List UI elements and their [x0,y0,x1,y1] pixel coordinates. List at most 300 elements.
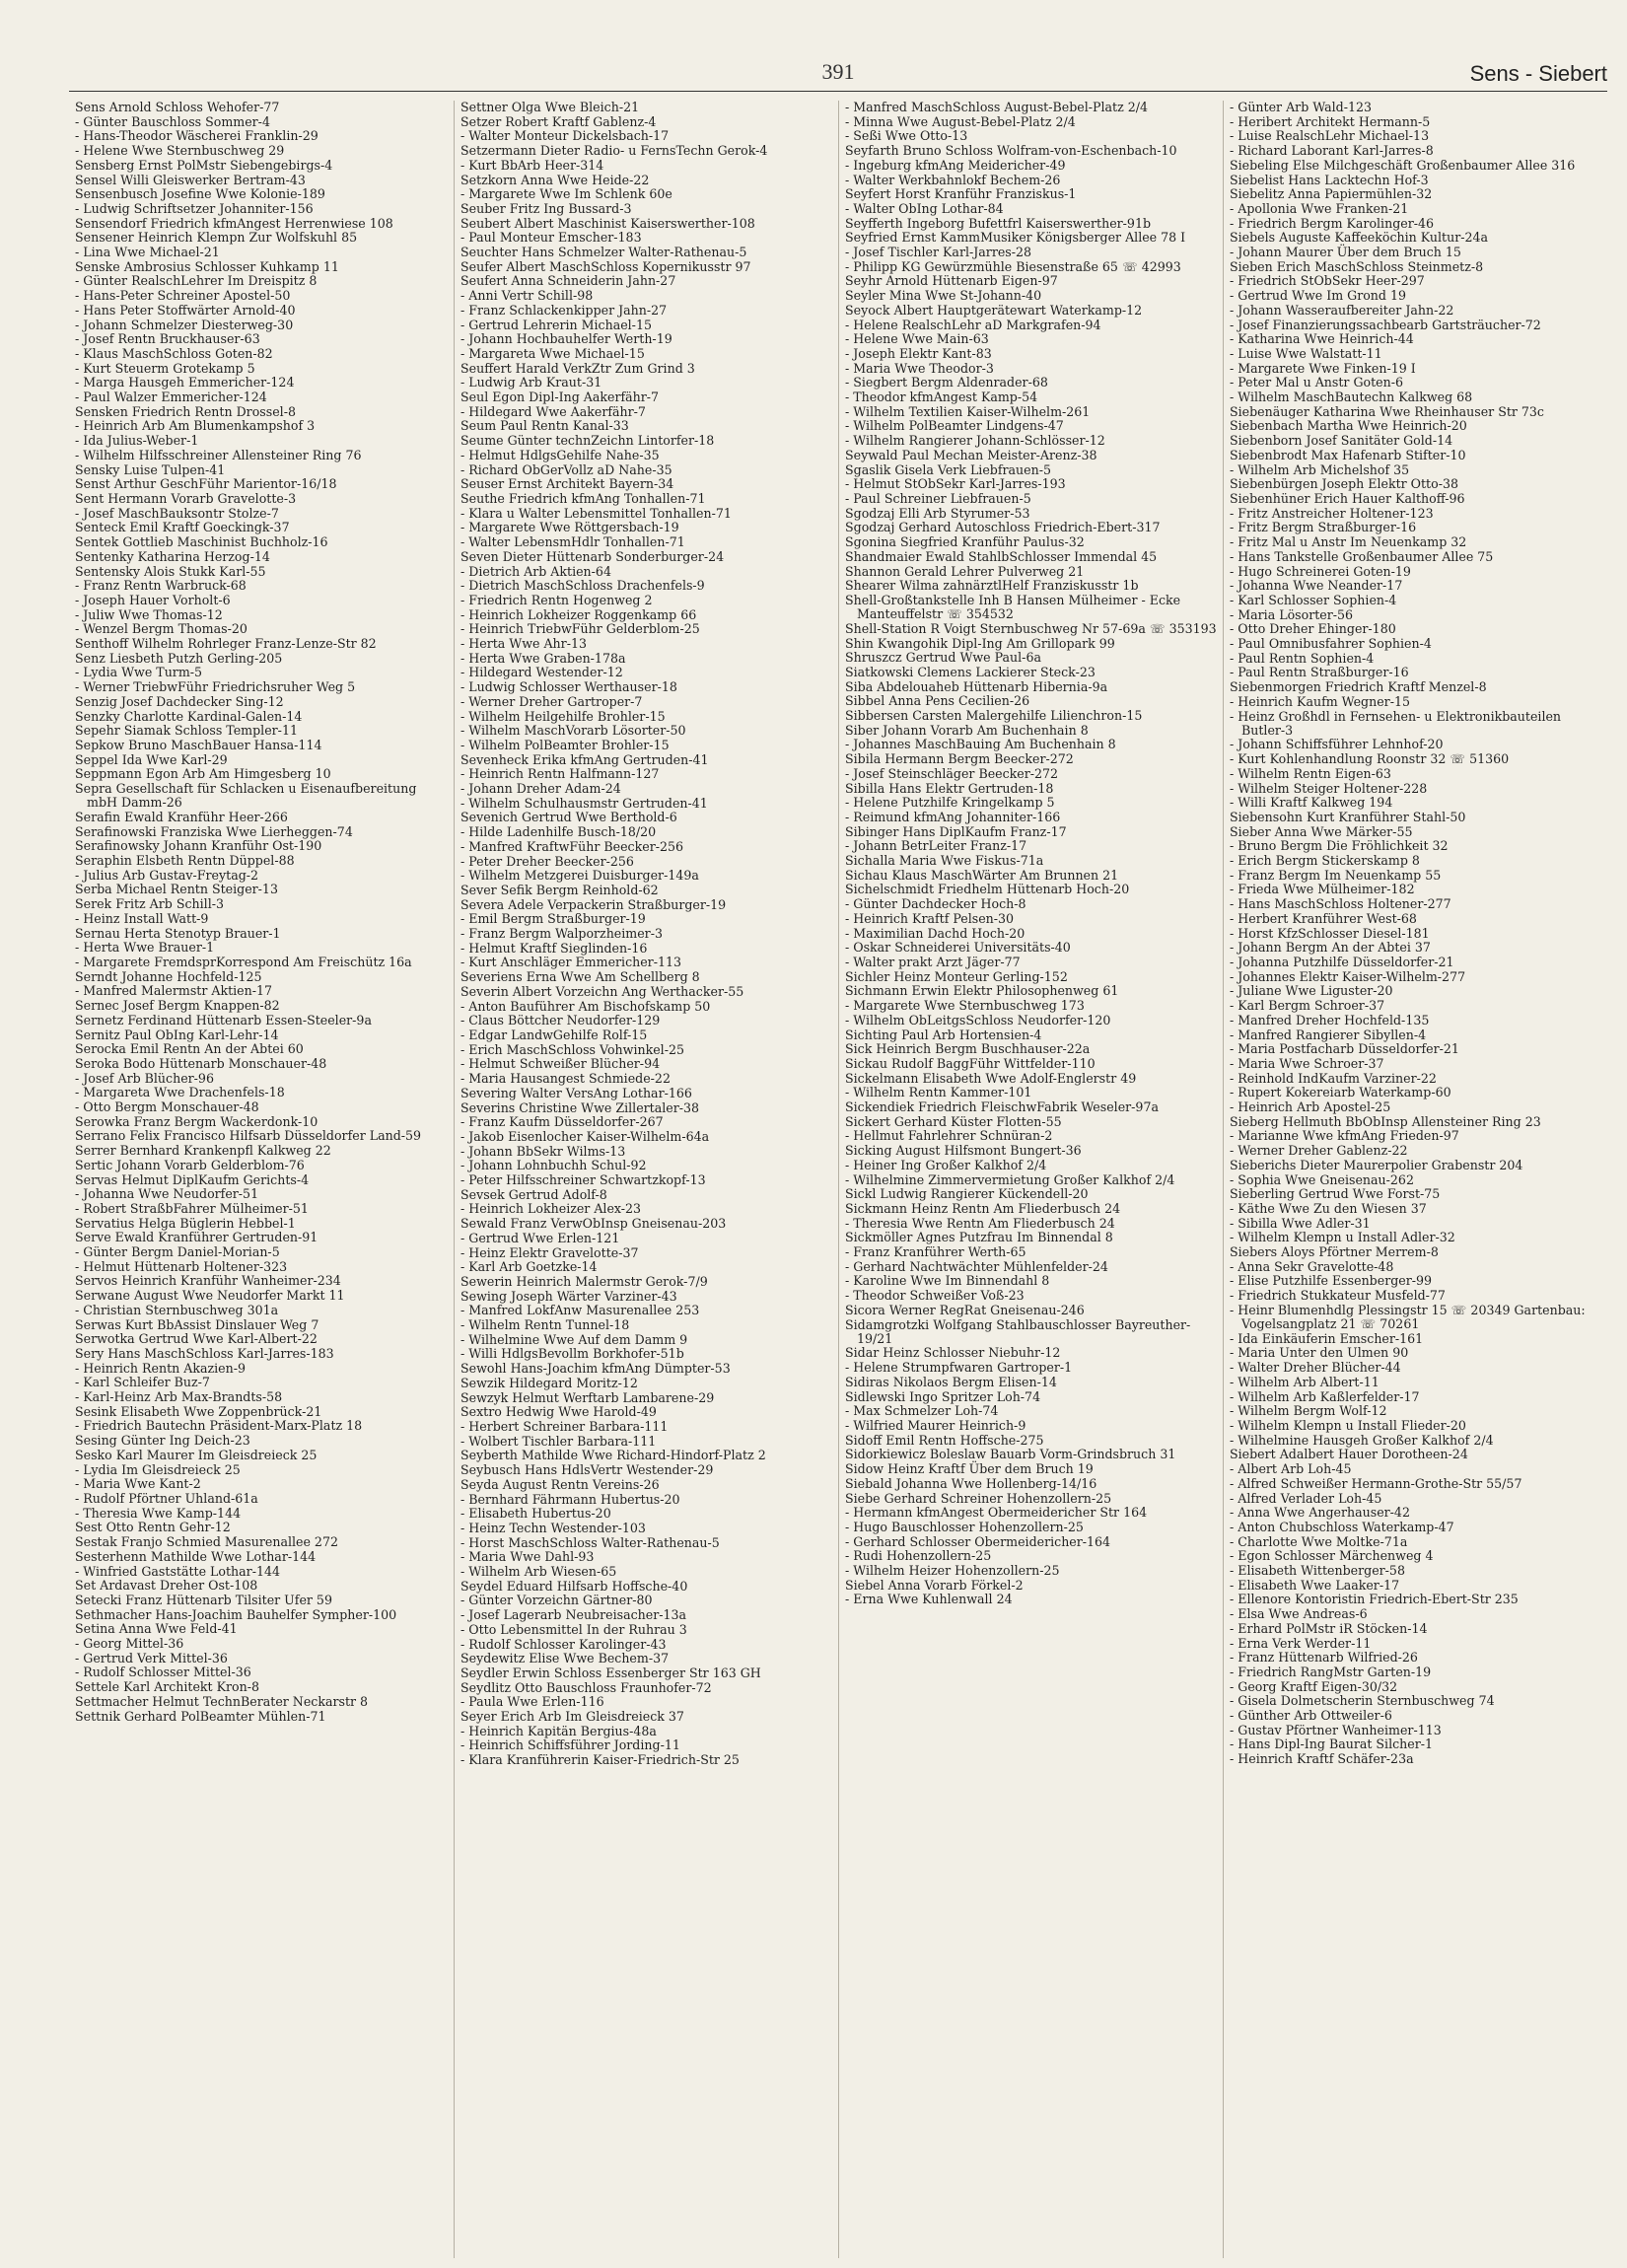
directory-entry: - Kurt Anschläger Emmericher-113 [460,955,682,970]
directory-entry: - Jakob Eisenlocher Kaiser-Wilhelm-64a [460,1128,710,1144]
directory-entry: - Karl Schleifer Buz-7 [75,1375,210,1390]
directory-entry: Seyda August Rentn Vereins-26 [460,1476,660,1492]
directory-entry: - Gerhard Nachtwächter Mühlenfelder-24 [845,1258,1108,1274]
directory-entry: - Wilhelm Klempn u Install Adler-32 [1230,1230,1455,1245]
directory-entry: - Johanna Putzhilfe Düsseldorfer-21 [1230,954,1454,969]
directory-entry: - Peter Mal u Anstr Goten-6 [1230,375,1403,390]
directory-entry: - Heinrich TriebwFühr Gelderblom-25 [460,621,700,637]
directory-entry: - Herta Wwe Brauer-1 [75,940,215,956]
directory-entry: - Sibilla Wwe Adler-31 [1230,1215,1371,1231]
directory-entry: Siebe Gerhard Schreiner Hohenzollern-25 [845,1490,1112,1506]
directory-entry: Sery Hans MaschSchloss Karl-Jarres-183 [75,1345,334,1361]
directory-entry: - Helene Strumpfwaren Gartroper-1 [845,1360,1073,1376]
directory-entry: - Apollonia Wwe Franken-21 [1230,200,1409,216]
directory-entry: - Albert Arb Loh-45 [1230,1461,1352,1477]
directory-entry: - Paul Omnibusfahrer Sophien-4 [1230,636,1432,652]
directory-entry: Severiens Erna Wwe Am Schellberg 8 [460,969,700,985]
directory-entry: Seuber Fritz Ing Bussard-3 [460,200,632,216]
directory-entry: Sewohl Hans-Joachim kfmAng Dümpter-53 [460,1361,731,1377]
directory-entry: Sickau Rudolf BaggFühr Wittfelder-110 [845,1055,1096,1071]
directory-entry: Seyfarth Bruno Schloss Wolfram-von-Eschenbach-10 [845,143,1177,159]
directory-entry: - Manfred Rangierer Sibyllen-4 [1230,1027,1427,1042]
directory-entry: - Willi HdlgsBevollm Borkhofer-51b [460,1346,684,1362]
directory-entry: - Emil Bergm Straßburger-19 [460,911,646,927]
directory-entry: Sidiras Nikolaos Bergm Elisen-14 [845,1374,1057,1389]
directory-entry: Sgaslik Gisela Verk Liebfrauen-5 [845,461,1051,477]
directory-entry: Serndt Johanne Hochfeld-125 [75,968,262,984]
directory-entry: - Heinr Blumenhdlg Plessingstr 15 ☏ 20349 Gartenbau: Vogelsangplatz 21 ☏ 70261 [1230,1302,1586,1332]
directory-entry: - Marga Hausgeh Emmericher-124 [75,375,295,390]
directory-entry: - Josef Steinschläger Beecker-272 [845,765,1059,781]
directory-entry: Seraphin Elsbeth Rentn Düppel-88 [75,853,295,869]
directory-entry: Siebald Johanna Wwe Hollenberg-14/16 [845,1475,1097,1491]
directory-entry: - Paul Walzer Emmericher-124 [75,390,267,405]
directory-entry: - Wolbert Tischler Barbara-111 [460,1433,657,1449]
directory-entry: - Friedrich RangMstr Garten-19 [1230,1664,1432,1679]
directory-entry: - Hans-Peter Schreiner Apostel-50 [75,288,291,304]
directory-entry: - Margareta Wwe Drachenfels-18 [75,1085,285,1100]
directory-entry: - Franz Rentn Warbruck-68 [75,578,247,594]
directory-entry: Severing Walter VersAng Lothar-166 [460,1085,692,1100]
directory-entry: - Werner TriebwFühr Friedrichsruher Weg 5 [75,679,356,695]
directory-entry: - Bruno Bergm Die Fröhlichkeit 32 [1230,838,1449,854]
directory-entry: Sewald Franz VerwObInsp Gneisenau-203 [460,1216,727,1232]
directory-entry: Seum Paul Rentn Kanal-33 [460,418,629,434]
directory-entry: - Walter Werkbahnlokf Bechem-26 [845,172,1061,187]
directory-entry: - Helmut Hüttenarb Holtener-323 [75,1258,288,1274]
directory-entry: Sepkow Bruno MaschBauer Hansa-114 [75,737,322,752]
directory-entry: - Franz Hüttenarb Wilfried-26 [1230,1650,1418,1666]
directory-entry: Seyfert Horst Kranführ Franziskus-1 [845,186,1077,202]
directory-entry: Setzermann Dieter Radio- u FernsTechn Gerok-4 [460,143,768,159]
directory-entry: - Manfred Dreher Hochfeld-135 [1230,1012,1430,1028]
directory-entry: - Christian Sternbuschweg 301a [75,1302,279,1317]
directory-entry: - Erhard PolMstr iR Stöcken-14 [1230,1620,1428,1636]
directory-entry: Severins Christine Wwe Zillertaler-38 [460,1099,700,1115]
directory-entry: - Lydia Im Gleisdreieck 25 [75,1461,241,1477]
directory-entry: Shell-Station R Voigt Sternbuschweg Nr 57-69a ☏ 353193 [845,620,1217,636]
directory-entry: Sernitz Paul ObIng Karl-Lehr-14 [75,1027,279,1042]
directory-entry: - Günter Bergm Daniel-Morian-5 [75,1244,280,1260]
directory-entry: - Hugo Schreinerei Goten-19 [1230,563,1411,579]
directory-entry: - Minna Wwe August-Bebel-Platz 2/4 [845,113,1076,129]
directory-entry: - Heinz Elektr Gravelotte-37 [460,1244,639,1260]
directory-entry: Settner Olga Wwe Bleich-21 [460,101,640,114]
directory-entry: - Gertrud Wwe Im Grond 19 [1230,288,1407,304]
directory-entry: Sibila Hermann Bergm Beecker-272 [845,751,1074,767]
directory-entry: Sens Arnold Schloss Wehofer-77 [75,101,280,114]
directory-entry: Siber Johann Vorarb Am Buchenhain 8 [845,722,1089,738]
directory-entry: Sensel Willi Gleiswerker Bertram-43 [75,172,306,187]
directory-entry: - Werner Dreher Gartroper-7 [460,693,643,709]
directory-entry: Sevenich Gertrud Wwe Berthold-6 [460,810,677,825]
directory-entry: - Johann Schmelzer Diesterweg-30 [75,317,294,332]
directory-entry: Seywald Paul Mechan Meister-Arenz-38 [845,447,1097,462]
directory-entry: - Wilhelm Hilfsschreiner Allensteiner Ring 76 [75,447,362,462]
directory-entry: - Reinhold IndKaufm Varziner-22 [1230,1070,1437,1086]
directory-entry: - Wilhelmine Zimmervermietung Großer Kalkhof 2/4 [845,1171,1175,1187]
directory-entry: - Johanna Wwe Neander-17 [1230,578,1403,594]
directory-entry: - Fritz Bergm Straßburger-16 [1230,520,1417,535]
directory-entry: Sewerin Heinrich Malermstr Gerok-7/9 [460,1273,708,1289]
directory-entry: Sickmöller Agnes Putzfrau Im Binnendal 8 [845,1230,1113,1245]
directory-entry: Set Ardavast Dreher Ost-108 [75,1578,258,1594]
directory-entry: - Johannes MaschBauing Am Buchenhain 8 [845,737,1116,752]
directory-entry: - Robert StraßbFahrer Mülheimer-51 [75,1200,309,1216]
directory-entry: - Erich MaschSchloss Vohwinkel-25 [460,1041,684,1057]
directory-entry: - Margarete Wwe Im Schlenk 60e [460,186,672,202]
directory-entry: Shin Kwangohik Dipl-Ing Am Grillopark 99 [845,635,1115,651]
directory-entry: - Heinz Techn Westender-103 [460,1520,646,1535]
directory-entry: Sidar Heinz Schlosser Niebuhr-12 [845,1345,1061,1361]
directory-entry: - Helmut HdlgsGehilfe Nahe-35 [460,447,660,462]
directory-entry: - Dietrich Arb Aktien-64 [460,563,611,579]
directory-entry: - Richard Laborant Karl-Jarres-8 [1230,143,1434,159]
directory-entry: - Margarete Wwe Röttgersbach-19 [460,520,679,535]
directory-entry: - Wilhelm PolBeamter Brohler-15 [460,737,670,752]
directory-entry: - Walter prakt Arzt Jäger-77 [845,954,1021,969]
directory-entry: Sichler Heinz Monteur Gerling-152 [845,968,1068,984]
directory-entry: Shandmaier Ewald StahlbSchlosser Immendal 45 [845,548,1158,564]
directory-entry: - Hellmut Fahrlehrer Schnüran-2 [845,1128,1053,1144]
directory-entry: - Johann Dreher Adam-24 [460,781,621,797]
directory-entry: Sickmann Heinz Rentn Am Fliederbusch 24 [845,1200,1121,1216]
directory-entry: - Maria Lösorter-56 [1230,606,1354,622]
directory-entry: - Kurt Kohlenhandlung Roonstr 32 ☏ 51360 [1230,751,1510,767]
directory-entry: - Klara u Walter Lebensmittel Tonhallen-71 [460,505,732,521]
directory-entry: - Heinrich Kapitän Bergius-48a [460,1723,657,1738]
directory-entry: - Richard ObGerVollz aD Nahe-35 [460,461,672,477]
directory-entry: - Werner Dreher Gablenz-22 [1230,1143,1408,1159]
directory-entry: - Claus Böttcher Neudorfer-129 [460,1013,661,1028]
directory-entry: Seuchter Hans Schmelzer Walter-Rathenau-5 [460,245,747,260]
directory-entry: Siebenbürgen Joseph Elektr Otto-38 [1230,476,1458,492]
directory-entry: - Günther Arb Ottweiler-6 [1230,1708,1392,1724]
directory-entry: - Käthe Wwe Zu den Wiesen 37 [1230,1200,1427,1216]
directory-entry: - Wilhelm Bergm Wolf-12 [1230,1403,1387,1419]
directory-entry: - Gertrud Lehrerin Michael-15 [460,317,652,332]
directory-entry: Sickert Gerhard Küster Flotten-55 [845,1113,1062,1129]
directory-entry: Sichting Paul Arb Hortensien-4 [845,1027,1042,1042]
directory-entry: - Heinrich Lokheizer Alex-23 [460,1201,642,1217]
directory-entry: Seyler Mina Wwe St-Johann-40 [845,288,1042,304]
directory-entry: - Wilhelm Klempn u Install Flieder-20 [1230,1417,1466,1433]
directory-entry: - Helmut StObSekr Karl-Jarres-193 [845,476,1066,492]
directory-entry: - Ludwig Schriftsetzer Johanniter-156 [75,200,314,216]
directory-entry: - Friedrich StObSekr Heer-297 [1230,273,1425,289]
directory-entry: - Ludwig Schlosser Werthauser-18 [460,679,677,695]
directory-entry: - Lydia Wwe Turm-5 [75,665,203,680]
directory-entry: Sensener Heinrich Klempn Zur Wolfskuhl 85 [75,230,358,246]
directory-entry: Sgodzaj Elli Arb Styrumer-53 [845,505,1030,521]
directory-entry: - Klaus MaschSchloss Goten-82 [75,345,273,361]
directory-entry: - Maria Wwe Dahl-93 [460,1549,595,1565]
directory-entry: - Reimund kfmAng Johanniter-166 [845,809,1061,824]
directory-entry: - Josef Tischler Karl-Jarres-28 [845,245,1032,260]
directory-entry: Sevenheck Erika kfmAng Gertruden-41 [460,751,709,767]
directory-entry: - Heinrich Rentn Akazien-9 [75,1360,246,1376]
directory-entry: Sent Hermann Vorarb Gravelotte-3 [75,490,297,506]
directory-entry: - Elisabeth Hubertus-20 [460,1506,611,1522]
column-1 [69,101,454,2258]
directory-entry: - Johann BbSekr Wilms-13 [460,1143,626,1159]
directory-entry: - Heinrich Kraftf Schäfer-23a [1230,1751,1414,1767]
directory-entry: - Rudolf Schlosser Karolinger-43 [460,1636,667,1652]
directory-entry: - Margarete Wwe Finken-19 I [1230,360,1416,376]
directory-entry: - Heinrich Kraftf Pelsen-30 [845,910,1015,926]
directory-entry: - Wilfried Maurer Heinrich-9 [845,1417,1026,1433]
directory-entry: Siebeling Else Milchgeschäft Großenbaumer Allee 316 [1230,157,1576,173]
directory-entry: - Hans Dipl-Ing Baurat Silcher-1 [1230,1736,1434,1752]
directory-entry: Sickendiek Friedrich FleischwFabrik Weseler-97a [845,1099,1159,1115]
directory-entry: Sernetz Ferdinand Hüttenarb Essen-Steeler-9a [75,1012,372,1028]
directory-entry: - Günter Bauschloss Sommer-4 [75,113,270,129]
directory-entry: - Heinrich Kaufm Wegner-15 [1230,693,1410,709]
directory-entry: - Maria Postfacharb Düsseldorfer-21 [1230,1041,1459,1057]
directory-entry: - Walter LebensmHdlr Tonhallen-71 [460,534,685,550]
directory-entry: - Heinrich Lokheizer Roggenkamp 66 [460,606,697,622]
directory-entry: - Ludwig Arb Kraut-31 [460,375,602,390]
directory-entry: - Hildegard Wwe Aakerfähr-7 [460,403,646,419]
directory-entry: Senske Ambrosius Schlosser Kuhkamp 11 [75,258,339,274]
directory-entry: Seydel Eduard Hilfsarb Hoffsche-40 [460,1578,688,1594]
directory-entry: - Heinrich Arb Apostel-25 [1230,1099,1391,1115]
directory-entry: - Walter ObIng Lothar-84 [845,200,1004,216]
directory-entry: - Gerhard Schlosser Obermeidericher-164 [845,1533,1111,1549]
directory-entry: - Rudolf Pförtner Uhland-61a [75,1491,258,1506]
directory-entry: - Fritz Mal u Anstr Im Neuenkamp 32 [1230,534,1467,550]
directory-entry: - Friedrich Stukkateur Musfeld-77 [1230,1288,1446,1304]
directory-entry: Sewzik Hildegard Moritz-12 [460,1375,638,1390]
directory-entry: Serrano Felix Francisco Hilfsarb Düsseldorfer Land-59 [75,1128,422,1144]
directory-entry: Sesink Elisabeth Wwe Zoppenbrück-21 [75,1403,322,1419]
directory-entry: Serwotka Gertrud Wwe Karl-Albert-22 [75,1331,318,1347]
directory-entry: Setina Anna Wwe Feld-41 [75,1621,238,1637]
directory-entry: - Josef Rentn Bruckhauser-63 [75,331,260,347]
directory-entry: - Helene Wwe Main-63 [845,331,989,347]
directory-entry: - Heinrich Rentn Halfmann-127 [460,766,660,782]
directory-entry: - Elisabeth Wittenberger-58 [1230,1563,1405,1579]
directory-entry: Sibbel Anna Pens Cecilien-26 [845,693,1030,709]
directory-entry: - Wilhelm Rentn Tunnel-18 [460,1317,630,1333]
column-3 [838,101,1223,2258]
directory-entry: Sick Heinrich Bergm Buschhauser-22a [845,1041,1091,1057]
directory-entry: Serrer Bernhard Krankenpfl Kalkweg 22 [75,1143,331,1159]
directory-entry: Siebelitz Anna Papiermühlen-32 [1230,186,1433,202]
directory-entry: - Herta Wwe Graben-178a [460,650,626,666]
directory-entry: - Max Schmelzer Loh-74 [845,1403,999,1419]
directory-entry: Servos Heinrich Kranführ Wanheimer-234 [75,1273,341,1289]
directory-entry: - Elsa Wwe Andreas-6 [1230,1606,1368,1622]
directory-entry: - Ingeburg kfmAng Meidericher-49 [845,157,1066,173]
directory-entry: - Helmut Kraftf Sieglinden-16 [460,940,648,956]
directory-entry: Seydler Erwin Schloss Essenberger Str 163 GH [460,1665,761,1680]
directory-entry: Serwane August Wwe Neudorfer Markt 11 [75,1288,345,1304]
directory-entry: Sentenky Katharina Herzog-14 [75,548,270,564]
directory-entry: - Alfred Schweißer Hermann-Grothe-Str 55/57 [1230,1475,1522,1491]
directory-entry: - Horst MaschSchloss Walter-Rathenau-5 [460,1534,720,1550]
directory-entry: - Johann BetrLeiter Franz-17 [845,838,1027,854]
directory-entry: - Katharina Wwe Heinrich-44 [1230,331,1414,347]
directory-entry: Settnik Gerhard PolBeamter Mühlen-71 [75,1708,326,1724]
directory-entry: Shell-Großtankstelle Inh B Hansen Mülheimer - Ecke Manteuffelstr ☏ 354532 [845,592,1181,622]
directory-entry: - Siegbert Bergm Aldenrader-68 [845,375,1048,390]
directory-entry: Sichelschmidt Friedhelm Hüttenarb Hoch-20 [845,882,1130,897]
column-4 [1223,101,1607,2258]
directory-entry: - Margareta Wwe Michael-15 [460,345,645,361]
directory-entry: Seyberth Mathilde Wwe Richard-Hindorf-Platz 2 [460,1448,766,1463]
directory-entry: - Wilhelm PolBeamter Lindgens-47 [845,418,1064,434]
directory-entry: - Wilhelm Textilien Kaiser-Wilhelm-261 [845,403,1091,419]
column-2 [454,101,838,2258]
directory-entry: - Anna Wwe Angerhauser-42 [1230,1505,1410,1521]
directory-entry: - Franz Bergm Im Neuenkamp 55 [1230,867,1442,883]
directory-entry: Sepra Gesellschaft für Schlacken u Eisenaufbereitung mbH Damm-26 [75,781,417,811]
directory-entry: - Manfred Malermstr Aktien-17 [75,983,273,999]
directory-entry: - Günter RealschLehrer Im Dreispitz 8 [75,273,318,289]
directory-entry: - Theresia Wwe Rentn Am Fliederbusch 24 [845,1215,1115,1231]
directory-entry: Shannon Gerald Lehrer Pulverweg 21 [845,563,1085,579]
directory-entry: - Maximilian Dachd Hoch-20 [845,925,1026,941]
directory-entry: - Otto Dreher Ehinger-180 [1230,621,1396,637]
directory-entry: Seybusch Hans HdlsVertr Westender-29 [460,1462,714,1478]
directory-entry: - Wilhelm Arb Wiesen-65 [460,1564,617,1580]
directory-entry: - Paul Rentn Sophien-4 [1230,650,1375,666]
directory-entry: Sieberichs Dieter Maurerpolier Grabenstr 204 [1230,1157,1523,1172]
directory-entry: - Hugo Bauschlosser Hohenzollern-25 [845,1519,1084,1534]
directory-entry: - Gisela Dolmetscherin Sternbuschweg 74 [1230,1693,1495,1709]
directory-entry: Sgonina Siegfried Kranführ Paulus-32 [845,534,1085,550]
directory-entry: - Wenzel Bergm Thomas-20 [75,621,248,637]
directory-entry: - Wilhelm Heilgehilfe Brohler-15 [460,708,666,724]
directory-entry: - Peter Dreher Beecker-256 [460,853,634,869]
directory-entry: - Otto Bergm Monschauer-48 [75,1099,259,1115]
directory-entry: Serek Fritz Arb Schill-3 [75,896,224,912]
directory-entry: - Anni Vertr Schill-98 [460,288,594,304]
directory-entry: - Rudi Hohenzollern-25 [845,1548,992,1564]
directory-entry: - Georg Kraftf Eigen-30/32 [1230,1678,1398,1694]
directory-entry: Senzky Charlotte Kardinal-Galen-14 [75,708,303,724]
directory-entry: - Lina Wwe Michael-21 [75,245,220,260]
directory-entry: Sieberling Gertrud Wwe Forst-75 [1230,1186,1441,1202]
directory-entry: - Wilhelm Rentn Kammer-101 [845,1085,1032,1100]
directory-entry: Sichau Klaus MaschWärter Am Brunnen 21 [845,867,1119,883]
directory-entry: - Johann Schiffsführer Lehnhof-20 [1230,737,1444,752]
directory-entry: Sestak Franjo Schmied Masurenallee 272 [75,1534,338,1550]
directory-entry: Sickelmann Elisabeth Wwe Adolf-Englerstr 49 [845,1070,1137,1086]
directory-entry: - Oskar Schneiderei Universitäts-40 [845,940,1071,956]
directory-entry: - Hans Tankstelle Großenbaumer Allee 75 [1230,548,1494,564]
directory-entry: Siatkowski Clemens Lackierer Steck-23 [845,664,1096,679]
directory-entry: - Maria Wwe Kant-2 [75,1476,201,1492]
directory-entry: - Maria Unter den Ulmen 90 [1230,1345,1409,1361]
directory-entry: Sidow Heinz Kraftf Über dem Bruch 19 [845,1461,1094,1477]
directory-entry: Siebert Adalbert Hauer Dorotheen-24 [1230,1447,1468,1462]
directory-entry: Severin Albert Vorzeichn Ang Werthacker-55 [460,983,744,999]
directory-entry: - Hans MaschSchloss Holtener-277 [1230,896,1451,912]
directory-entry: - Maria Wwe Schroer-37 [1230,1055,1384,1071]
directory-entry: - Wilhelm Arb Albert-11 [1230,1374,1379,1389]
directory-entry: - Frieda Wwe Mülheimer-182 [1230,882,1415,897]
directory-entry: - Herta Wwe Ahr-13 [460,636,587,652]
directory-entry: - Kurt Steuerm Grotekamp 5 [75,360,255,376]
directory-entry: - Herbert Schreiner Barbara-111 [460,1418,669,1434]
directory-entry: Sentek Gottlieb Maschinist Buchholz-16 [75,534,328,550]
directory-entry: Seppmann Egon Arb Am Himgesberg 10 [75,766,331,782]
directory-entry: Siebelist Hans Lacktechn Hof-3 [1230,172,1429,187]
directory-entry: - Luise Wwe Walstatt-11 [1230,345,1382,361]
directory-entry: Sieberg Hellmuth BbObInsp Allensteiner Ring 23 [1230,1113,1541,1129]
directory-entry: Sicking August Hilfsmont Bungert-36 [845,1143,1082,1159]
directory-entry: - Johann Lohnbuchh Schul-92 [460,1158,647,1173]
directory-entry: Serocka Emil Rentn An der Abtei 60 [75,1041,304,1057]
directory-entry: Sickl Ludwig Rangierer Kückendell-20 [845,1186,1089,1202]
directory-entry: - Walter Monteur Dickelsbach-17 [460,128,670,144]
directory-entry: - Alfred Verlader Loh-45 [1230,1490,1382,1506]
directory-entry: Seyer Erich Arb Im Gleisdreieck 37 [460,1709,684,1725]
directory-entry: Seubert Albert Maschinist Kaiserswerther-108 [460,215,755,231]
directory-entry: - Helmut Schweißer Blücher-94 [460,1056,661,1072]
directory-entry: Sethmacher Hans-Joachim Bauhelfer Sympher-100 [75,1606,397,1622]
directory-entry: Serafinowski Franziska Wwe Lierheggen-74 [75,823,353,839]
directory-entry: - Edgar LandwGehilfe Rolf-15 [460,1028,648,1042]
directory-entry: Siebenäuger Katharina Wwe Rheinhauser Str 73c [1230,403,1544,419]
directory-entry: Siebenhüner Erich Hauer Kalthoff-96 [1230,490,1465,506]
directory-entry: - Wilhelmine Hausgeh Großer Kalkhof 2/4 [1230,1432,1494,1448]
directory-entry: - Manfred LokfAnw Masurenallee 253 [460,1303,700,1318]
directory-entry: - Josef Lagerarb Neubreisacher-13a [460,1607,687,1623]
directory-entry: - Ida Julius-Weber-1 [75,433,199,449]
directory-entry: - Dietrich MaschSchloss Drachenfels-9 [460,578,705,594]
directory-entry: - Günter Vorzeichn Gärtner-80 [460,1593,653,1608]
directory-entry: - Johann Wasseraufbereiter Jahn-22 [1230,302,1454,318]
directory-entry: Seuthe Friedrich kfmAng Tonhallen-71 [460,490,706,506]
directory-entry: - Paula Wwe Erlen-116 [460,1694,604,1710]
directory-entry: - Hildegard Westender-12 [460,665,623,680]
directory-entry: - Hilde Ladenhilfe Busch-18/20 [460,824,657,840]
directory-entry: - Franz Bergm Walporzheimer-3 [460,926,663,942]
directory-entry: Serowka Franz Bergm Wackerdonk-10 [75,1113,318,1129]
directory-entry: Siebenbach Martha Wwe Heinrich-20 [1230,418,1467,434]
directory-entry: - Wilhelm Arb Kaßlerfelder-17 [1230,1388,1420,1404]
directory-entry: - Otto Lebensmittel In der Ruhrau 3 [460,1621,687,1637]
directory-entry: - Karl-Heinz Arb Max-Brandts-58 [75,1389,283,1405]
directory-entry: Siebel Anna Vorarb Förkel-2 [845,1577,1024,1593]
directory-entry: Serafinowsky Johann Kranführ Ost-190 [75,838,322,854]
directory-entry: Seuffert Harald VerkZtr Zum Grind 3 [460,360,695,376]
directory-entry: Setzer Robert Kraftf Gablenz-4 [460,113,657,129]
directory-entry: Seyhr Arnold Hüttenarb Eigen-97 [845,273,1058,289]
directory-entry: - Wilhelm ObLeitgsSchloss Neudorfer-120 [845,1012,1111,1028]
directory-entry: Sidorkiewicz Boleslaw Bauarb Vorm-Grindsbruch 31 [845,1447,1176,1462]
directory-entry: - Gertrud Wwe Erlen-121 [460,1230,620,1245]
directory-entry: - Heinrich Arb Am Blumenkampshof 3 [75,418,316,434]
directory-entry: - Sophia Wwe Gneisenau-262 [1230,1171,1414,1187]
directory-entry: Seroka Bodo Hüttenarb Monschauer-48 [75,1055,327,1071]
directory-entry: - Heinrich Schiffsführer Jording-11 [460,1737,680,1753]
directory-entry: - Luise RealschLehr Michael-13 [1230,128,1430,144]
directory-entry: - Ida Einkäuferin Emscher-161 [1230,1330,1424,1346]
directory-entry: - Wilhelm Rentn Eigen-63 [1230,765,1391,781]
directory-entry: - Joseph Hauer Vorholt-6 [75,592,231,607]
directory-entry: - Wilhelm Schulhausmstr Gertruden-41 [460,795,708,811]
directory-entry: - Josef Arb Blücher-96 [75,1070,214,1086]
directory-entry: Sest Otto Rentn Gehr-12 [75,1520,231,1535]
directory-entry: Sepehr Siamak Schloss Templer-11 [75,723,298,739]
directory-entry: Senst Arthur GeschFühr Marientor-16/18 [75,476,337,492]
directory-entry: - Maria Hausangest Schmiede-22 [460,1071,671,1087]
directory-entry: Senteck Emil Kraftf Goeckingk-37 [75,520,290,535]
